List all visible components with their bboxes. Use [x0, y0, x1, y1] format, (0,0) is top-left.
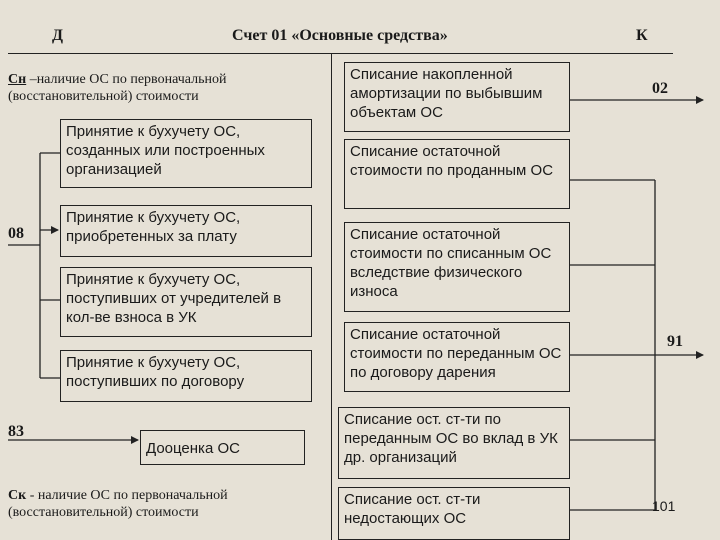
account-02: 02: [652, 80, 668, 97]
opening-balance-text: –наличие ОС по первоначальной (восстановительной) стоимости: [8, 72, 227, 104]
credit-entry-shortage: Списание ост. ст-ти недостающих ОС: [338, 487, 570, 540]
credit-entry-charter-capital: Списание ост. ст-ти по переданным ОС во вклад в УК др. организаций: [338, 407, 570, 479]
credit-entry-wornout: Списание остаточной стоимости по списанным ОС вследствие физического износа: [344, 222, 570, 312]
closing-balance-text: - наличие ОС по первоначальной (восстановительной) стоимости: [8, 488, 228, 520]
credit-entry-sold: Списание остаточной стоимости по проданным ОС: [344, 139, 570, 209]
account-83: 83: [8, 423, 24, 440]
opening-balance-abbr: Сн: [8, 72, 27, 87]
account-title: Счет 01 «Основные средства»: [232, 27, 448, 44]
page-number: 101: [652, 498, 676, 514]
closing-balance-abbr: Ск: [8, 488, 27, 503]
credit-entry-donation: Списание остаточной стоимости по переданным ОС по договору дарения: [344, 322, 570, 392]
debit-entry-created: Принятие к бухучету ОС, созданных или построенных организацией: [60, 119, 312, 188]
debit-entry-revaluation: Дооценка ОС: [140, 430, 305, 465]
account-08: 08: [8, 225, 24, 242]
debit-label: Д: [52, 27, 64, 44]
credit-entry-amortization: Списание накопленной амортизации по выбывшим объектам ОС: [344, 62, 570, 132]
debit-entry-purchased: Принятие к бухучету ОС, приобретенных за плату: [60, 205, 312, 257]
credit-label: К: [636, 27, 648, 44]
account-91: 91: [667, 333, 683, 350]
debit-entry-contract: Принятие к бухучету ОС, поступивших по договору: [60, 350, 312, 402]
debit-entry-founders: Принятие к бухучету ОС, поступивших от учредителей в кол-ве взноса в УК: [60, 267, 312, 337]
